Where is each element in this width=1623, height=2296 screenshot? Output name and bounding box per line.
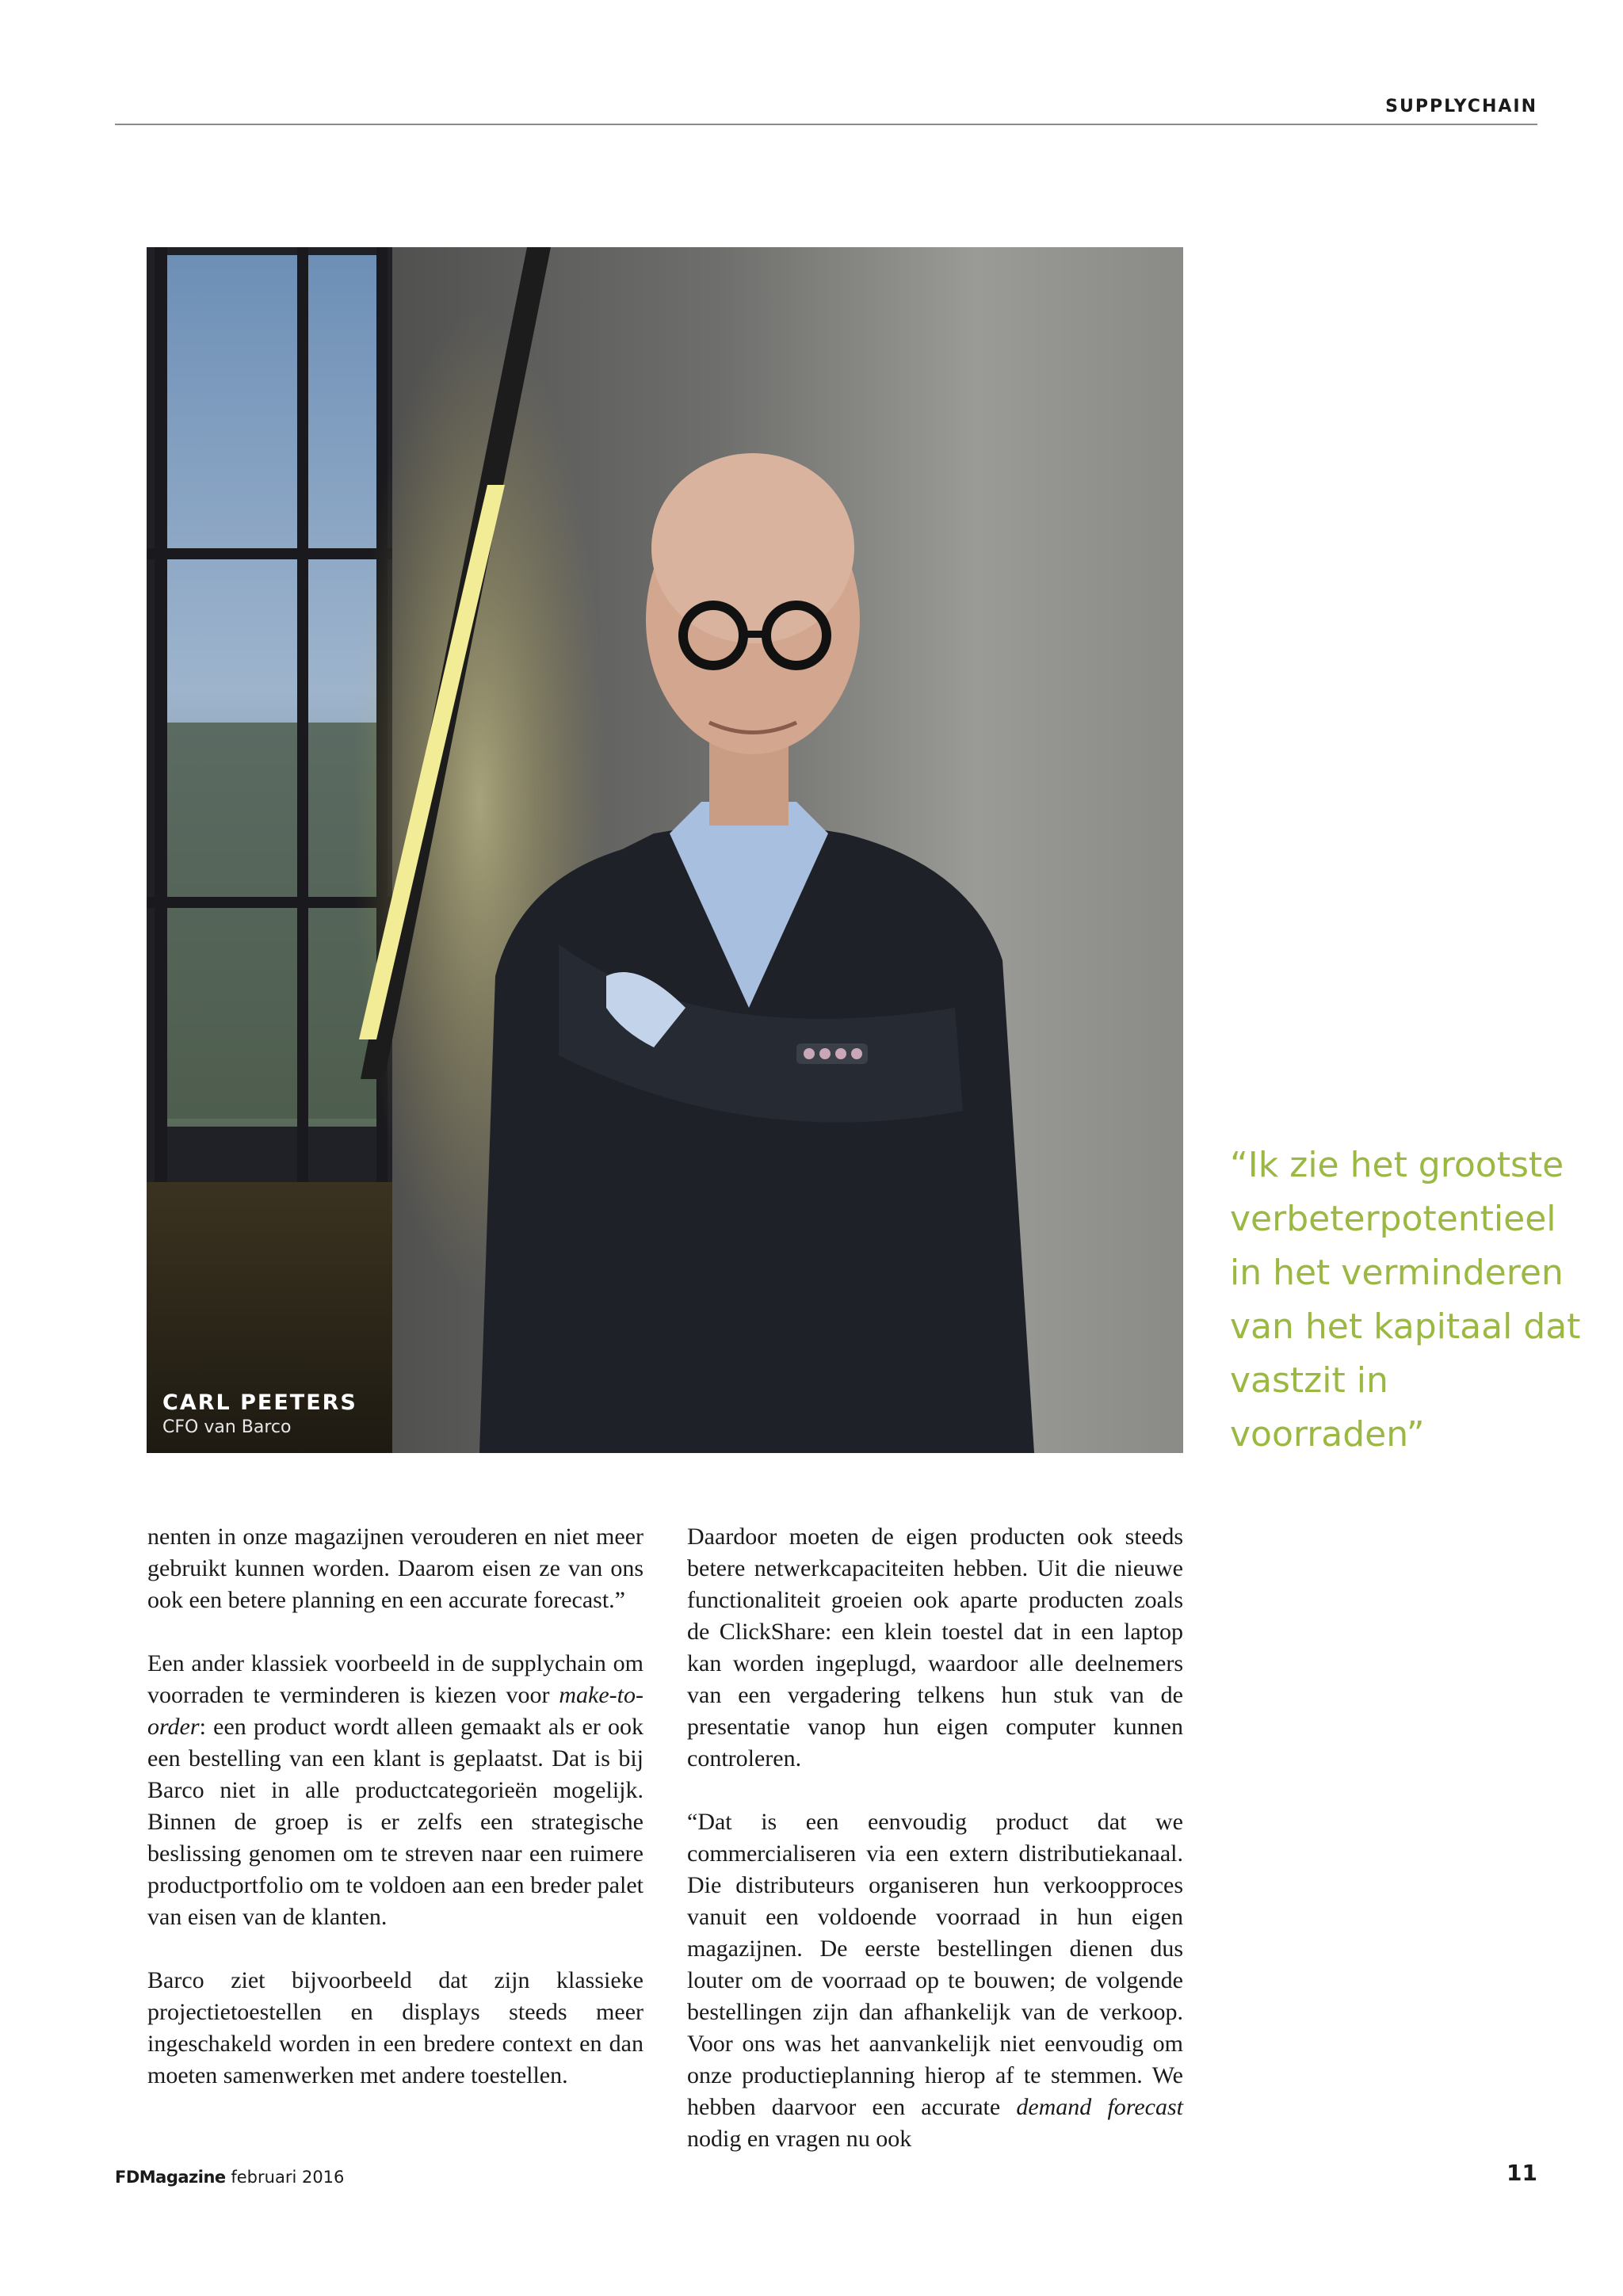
section-label: SUPPLYCHAIN: [1385, 97, 1537, 116]
footer: [115, 2168, 344, 2187]
body-text: : een product wordt alleen gemaakt als er ook een bestelling van een klant is geplaatst. Dat is bij Barco niet in alle productcategorieën mogelijk. Binnen de groep is er zelfs een strategische beslissing genomen om te streven naar een ruimere productportfolio om te voldoen aan een breder palet van eisen van de klanten.: [147, 1714, 643, 1930]
portrait-illustration: [147, 247, 1183, 1453]
caption-role: CFO van Barco: [162, 1417, 292, 1437]
pull-quote-line: vastzit in: [1230, 1360, 1388, 1401]
body-column-right: [687, 1521, 1183, 2187]
pull-quote-line: “Ik zie het grootste: [1230, 1145, 1564, 1185]
body-text: “Dat is een eenvoudig product dat we commercialiseren via een extern distributiekanaal. Die distributeurs organiseren hun verkoopproces vanuit een voldoende voorraad in hun eigen magazijnen. De eerste bestellingen dienen dus louter om de voorraad op te bouwen; de volgende bestellingen zijn dan afhankelijk van de verkoop. Voor ons was het aanvankelijk niet eenvoudig om onze productieplanning hierop af te stemmen. We hebben daarvoor een accurate: [687, 1809, 1183, 2120]
body-paragraph: [687, 1806, 1183, 2155]
body-emphasis: demand forecast: [1016, 2094, 1183, 2120]
body-text: Een ander klassiek voorbeeld in de supplychain om voorraden te verminderen is kiezen voor: [147, 1650, 643, 1708]
body-column-left: [147, 1521, 643, 2123]
pull-quote-line: in het verminderen: [1230, 1253, 1564, 1293]
footer-brand: FDMagazine: [115, 2168, 226, 2187]
body-paragraph: Barco ziet bijvoorbeeld dat zijn klassieke projectietoestellen en displays steeds meer ingeschakeld worden in een bredere context en dan moeten samenwerken met andere toestellen.: [147, 1967, 643, 2088]
body-emphasis: make-to-order: [147, 1682, 643, 1740]
body-text: nodig en vragen nu ook: [687, 2126, 912, 2152]
body-paragraph: [147, 1648, 643, 1933]
pull-quote: [1230, 1138, 1579, 1462]
footer-issue: februari 2016: [231, 2168, 345, 2187]
pull-quote-line: voorraden”: [1230, 1414, 1425, 1455]
pull-quote-line: verbeterpotentieel: [1230, 1199, 1556, 1239]
body-paragraph: Daardoor moeten de eigen producten ook steeds betere netwerkcapaciteiten hebben. Uit die nieuwe functionaliteit groeien ook aparte producten zoals de ClickShare: een klein toestel dat in een laptop kan worden ingeplugd, waardoor alle deelnemers van een vergadering telkens hun stuk van de presentatie vanop hun eigen computer kunnen controleren.: [687, 1524, 1183, 1772]
pull-quote-line: van het kapitaal dat: [1230, 1306, 1581, 1347]
photo-caption: [162, 1390, 357, 1439]
page-number: 11: [1507, 2160, 1537, 2186]
body-paragraph: nenten in onze magazijnen verouderen en niet meer gebruikt kunnen worden. Daarom eisen ze van ons ook een betere planning en een accurate forecast.”: [147, 1524, 643, 1613]
portrait-photo: [147, 247, 1183, 1453]
header-rule: [115, 124, 1537, 125]
caption-name: CARL PEETERS: [162, 1390, 357, 1415]
